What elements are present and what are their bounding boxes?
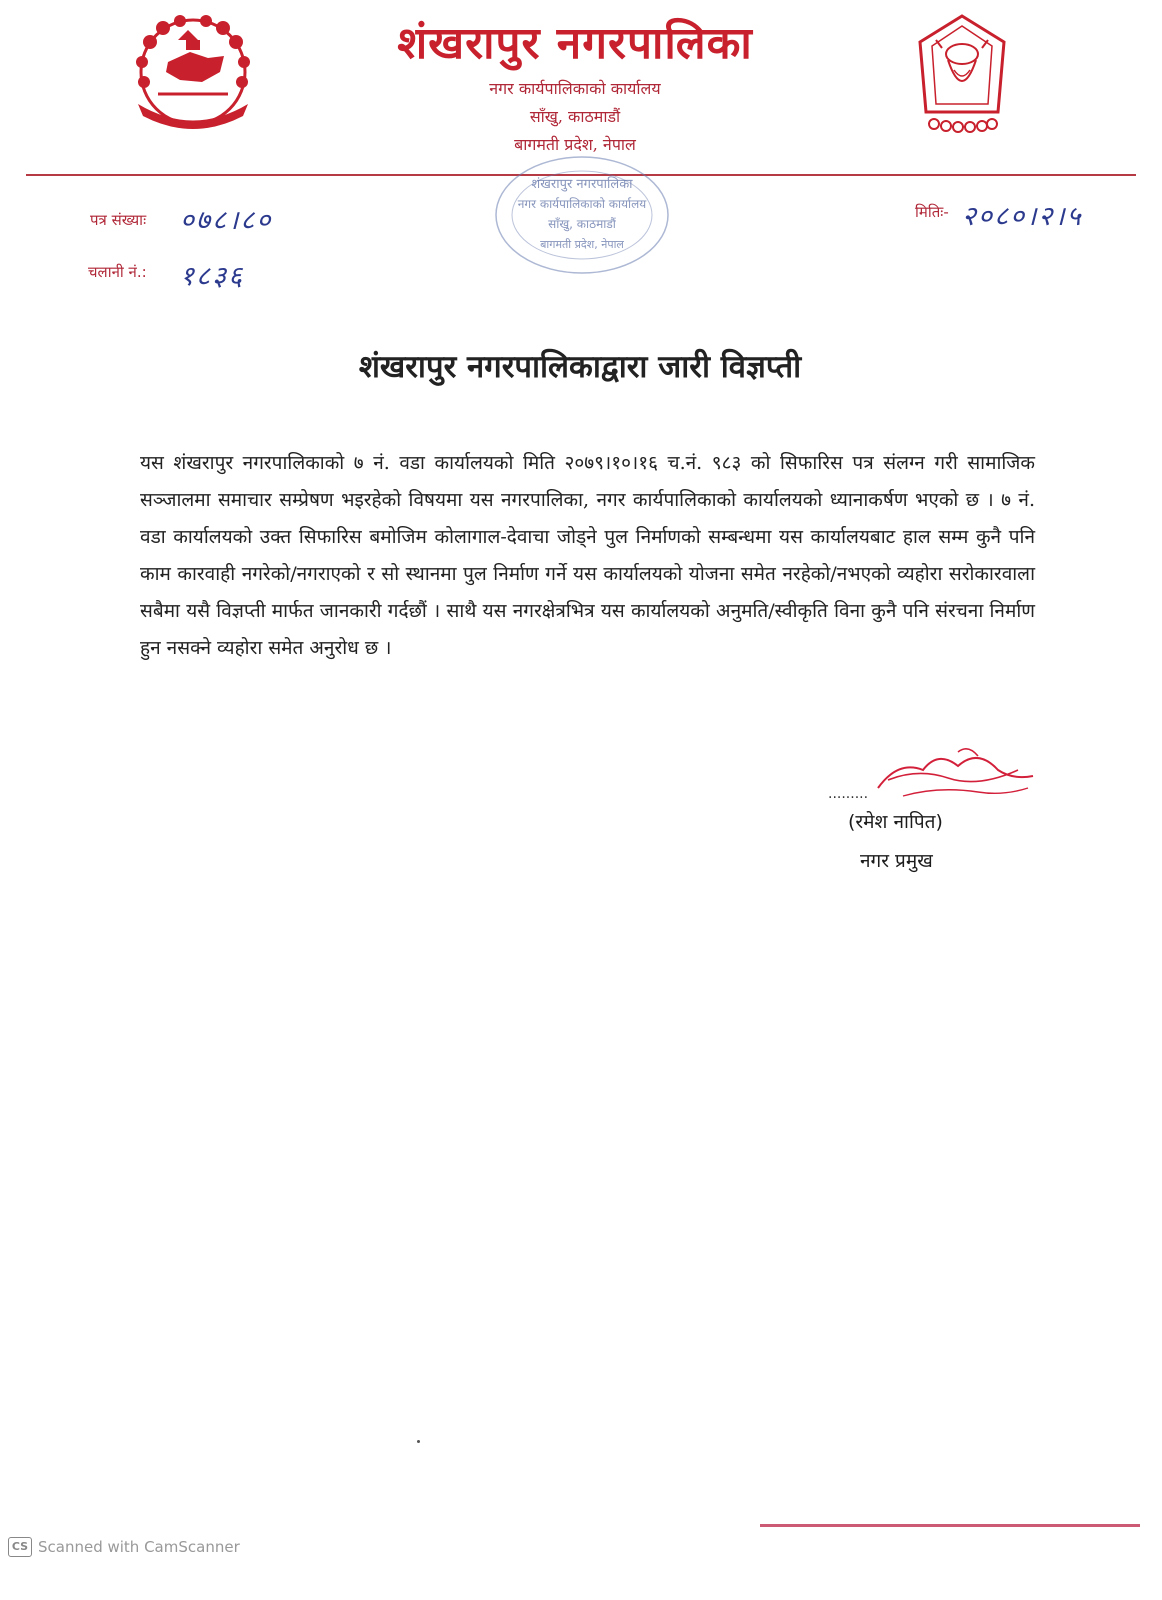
footer-line <box>760 1524 1140 1527</box>
stamp-line-1: शंखरापुर नगरपालिका <box>531 177 633 192</box>
dispatch-number-label: चलानी नं.: <box>88 263 147 281</box>
notice-body: यस शंखरापुर नगरपालिकाको ७ नं. वडा कार्यालयको मिति २०७९।१०।१६ च.नं. ९८३ को सिफारिस पत्र संलग्न गरी सामाजिक सञ्जालमा समाचार सम्प्रेषण भइरहेको विषयमा यस नगरपालिका, नगर कार्यपालिकाको कार्यालयको ध्यानाकर्षण भएको छ । ७ नं. वडा कार्यालयको उक्त सिफारिस बमोजिम कोलागाल-देवाचा जोड्ने पुल निर्माणको सम्बन्धमा यस कार्यालयबाट हाल सम्म कुनै पनि काम कारवाही नगरेको/नगराएको र सो स्थानमा पुल निर्माण गर्ने यस कार्यालयको योजना समेत नरहेको/नभएको व्यहोरा सरोकारवाला सबैमा यसै विज्ञप्ती मार्फत जानकारी गर्दछौं । साथै यस नगरक्षेत्रभित्र यस कार्यालयको अनुमति/स्वीकृति विना कुनै पनि संरचना निर्माण हुन नसक्ने व्यहोरा समेत अनुरोध छ । <box>140 452 1035 659</box>
scan-speck <box>417 1440 420 1443</box>
date-label: मितिः- <box>915 203 949 221</box>
signatory-title: नगर प्रमुख <box>860 850 933 872</box>
letter-number-value: ०७८।८० <box>180 205 273 236</box>
stamp-line-4: बागमती प्रदेश, नेपाल <box>540 238 624 251</box>
stamp-line-2: नगर कार्यपालिकाको कार्यालय <box>517 197 647 211</box>
scanner-watermark: Scanned with CamScanner <box>38 1538 240 1556</box>
office-name: नगर कार्यपालिकाको कार्यालय <box>489 79 661 98</box>
notice-title: शंखरापुर नगरपालिकाद्वारा जारी विज्ञप्ती <box>358 349 802 385</box>
office-location: साँखु, काठमाडौं <box>529 107 621 126</box>
camscanner-icon: CS <box>8 1537 32 1557</box>
letter-number-label: पत्र संख्याः <box>90 211 147 229</box>
signatory-name: (रमेश नापित) <box>848 811 943 833</box>
signature-mark <box>828 740 1043 810</box>
dispatch-number-value: १८३६ <box>180 261 245 292</box>
office-province: बागमती प्रदेश, नेपाल <box>514 135 636 154</box>
office-stamp <box>490 150 675 280</box>
conch-shell-emblem-icon <box>912 12 1012 137</box>
date-value: २०८०।२।५ <box>962 201 1083 232</box>
svg-text:.........: ......... <box>828 786 869 802</box>
stamp-line-3: साँखु, काठमाडौं <box>548 217 616 231</box>
organization-name: शंखरापुर नगरपालिका <box>397 18 753 69</box>
nepal-emblem-icon <box>128 12 258 134</box>
